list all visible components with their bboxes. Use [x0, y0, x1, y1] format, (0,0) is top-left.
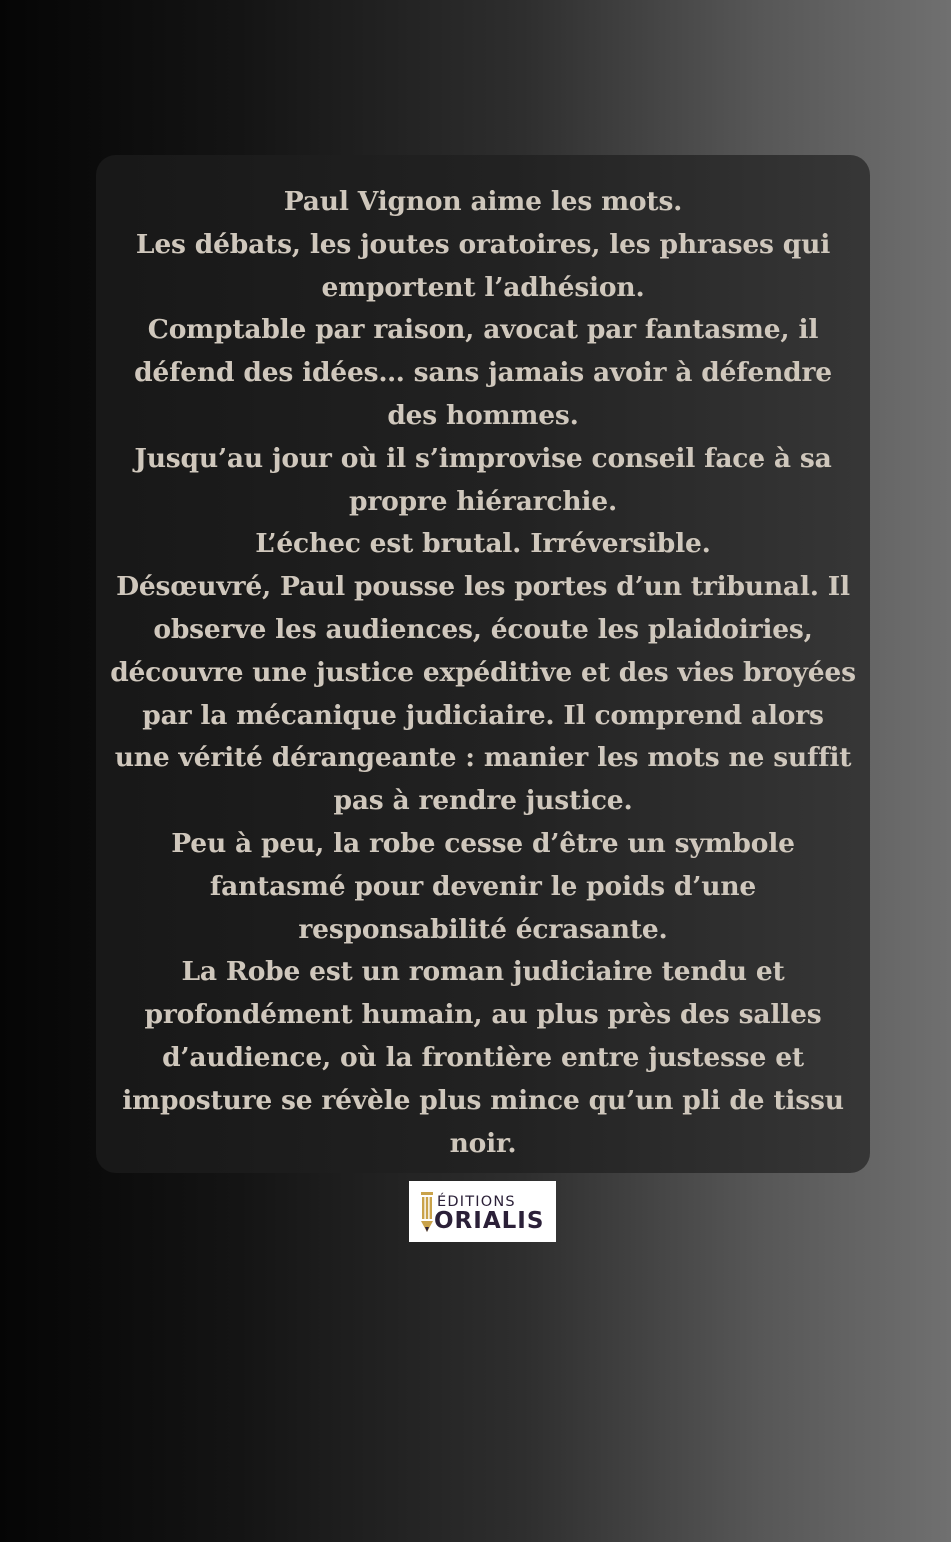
publisher-logo [409, 1181, 556, 1242]
blurb-line: pas à rendre justice. [333, 785, 633, 817]
book-blurb [110, 181, 856, 1165]
blurb-line: observe les audiences, écoute les plaidoiries, [153, 613, 813, 645]
blurb-line: d’audience, où la frontière entre justesse et [162, 1041, 804, 1073]
blurb-line: découvre une justice expéditive et des vies broyées [110, 656, 856, 688]
blurb-line: La Robe est un roman judiciaire tendu et [181, 956, 785, 988]
book-blurb-panel [96, 155, 870, 1173]
blurb-line: une vérité dérangeante : manier les mots ne suffit [114, 742, 852, 774]
pencil-column-icon [419, 1190, 435, 1234]
blurb-line: Peu à peu, la robe cesse d’être un symbole [171, 827, 795, 859]
blurb-line: propre hiérarchie. [349, 485, 617, 517]
blurb-line: fantasmé pour devenir le poids d’une [209, 870, 757, 902]
blurb-line: emportent l’adhésion. [321, 271, 645, 303]
blurb-line: défend des idées… sans jamais avoir à défendre [134, 357, 832, 389]
blurb-line: Paul Vignon aime les mots. [283, 186, 683, 217]
blurb-line: Les débats, les joutes oratoires, les phrases qui [135, 228, 831, 260]
publisher-name-top: ÉDITIONS [437, 1194, 516, 1210]
blurb-line: des hommes. [387, 399, 579, 431]
blurb-line: profondément humain, au plus près des salles [144, 999, 822, 1031]
blurb-line: imposture se révèle plus mince qu’un pli de tissu [122, 1084, 844, 1116]
blurb-line: par la mécanique judiciaire. Il comprend alors [142, 699, 824, 731]
blurb-line: noir. [449, 1127, 517, 1159]
blurb-line: responsabilité écrasante. [298, 913, 668, 945]
blurb-line: L’échec est brutal. Irréversible. [255, 528, 711, 560]
blurb-line: Désœuvré, Paul pousse les portes d’un tribunal. Il [116, 571, 850, 603]
blurb-line: Comptable par raison, avocat par fantasme, il [147, 314, 819, 346]
blurb-line: Jusqu’au jour où il s’improvise conseil face à sa [134, 442, 832, 474]
publisher-name-bottom: ORIALIS [434, 1208, 545, 1234]
